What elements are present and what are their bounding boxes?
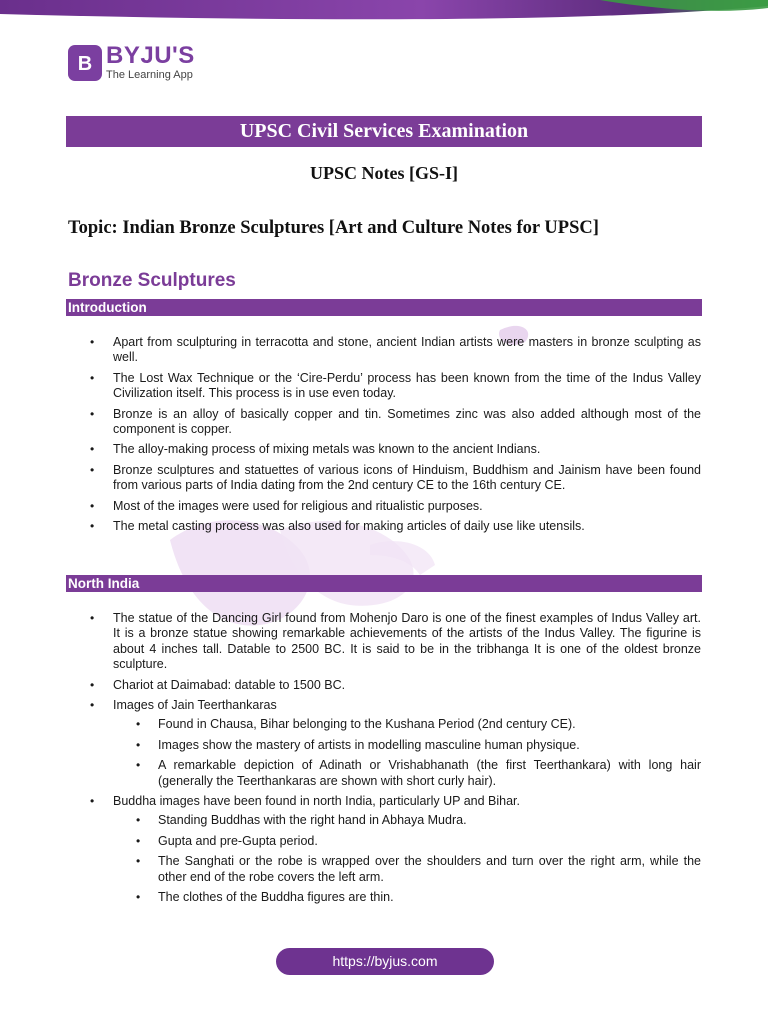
footer-url-link[interactable]: https://byjus.com xyxy=(276,948,494,975)
sub-list-item: • Standing Buddhas with the right hand in Abhaya Mudra. xyxy=(158,813,701,828)
notes-subtitle: UPSC Notes [GS-I] xyxy=(310,163,458,183)
north-india-heading: North India xyxy=(66,575,702,592)
list-item-text: Images of Jain Teerthankaras xyxy=(113,698,277,713)
list-item: • Bronze sculptures and statuettes of various icons of Hinduism, Buddhism and Jainism have been found from various parts of India dating from the 2nd century CE to the 16th century CE. xyxy=(113,463,701,494)
sub-list-item: • The Sanghati or the robe is wrapped over the shoulders and turn over the right arm, while the other end of the robe covers the left arm. xyxy=(158,854,701,885)
svg-text:B: B xyxy=(77,52,93,75)
list-item-text: Buddha images have been found in north India, particularly UP and Bihar. xyxy=(113,794,520,809)
top-swoosh-decoration xyxy=(0,0,768,24)
list-item: • Apart from sculpturing in terracotta and stone, ancient Indian artists were masters in bronze sculpting as well. xyxy=(113,335,701,366)
list-item: • The metal casting process was also used for making articles of daily use like utensils. xyxy=(113,519,701,534)
list-item: • The Lost Wax Technique or the ‘Cire-Perdu’ process has been known from the time of the Indus Valley Civilization itself. This process is in use even today. xyxy=(113,371,701,402)
sub-list-item: • Found in Chausa, Bihar belonging to the Kushana Period (2nd century CE). xyxy=(158,717,701,732)
brand-logo xyxy=(68,44,195,81)
sub-list-item: • The clothes of the Buddha figures are thin. xyxy=(158,890,701,905)
exam-title-banner: UPSC Civil Services Examination xyxy=(66,116,702,147)
topic-title: Topic: Indian Bronze Sculptures [Art and Culture Notes for UPSC] xyxy=(68,218,599,238)
sub-list-item: • Gupta and pre-Gupta period. xyxy=(158,834,701,849)
sub-list-item: • A remarkable depiction of Adinath or Vrishabhanath (the first Teerthankara) with long hair (generally the Teerthankaras are shown with short curly hair). xyxy=(158,758,701,789)
buddha-sub-list xyxy=(158,813,701,905)
list-item: • Most of the images were used for religious and ritualistic purposes. xyxy=(113,499,701,514)
list-item xyxy=(113,698,701,789)
brand-tagline: The Learning App xyxy=(106,69,193,81)
list-item: • The statue of the Dancing Girl found from Mohenjo Daro is one of the finest examples of Indus Valley art. It is a bronze statue showing remarkable achievements of the artists of the Indus Valley. The figurine is about 4 inches tall. Datable to 2500 BC. It is said to be in the tribhanga It is one of the oldest bronze sculpture. xyxy=(113,611,701,673)
list-item xyxy=(113,794,701,905)
byjus-b-logo-icon xyxy=(68,45,102,81)
introduction-list xyxy=(113,335,701,539)
north-india-list xyxy=(113,611,701,911)
jain-sub-list xyxy=(158,717,701,789)
introduction-heading: Introduction xyxy=(66,299,702,316)
list-item: • Chariot at Daimabad: datable to 1500 BC. xyxy=(113,678,701,693)
list-item: • The alloy-making process of mixing metals was known to the ancient Indians. xyxy=(113,442,701,457)
list-item: • Bronze is an alloy of basically copper and tin. Sometimes zinc was also added although most of the component is copper. xyxy=(113,407,701,438)
sub-list-item: • Images show the mastery of artists in modelling masculine human physique. xyxy=(158,738,701,753)
brand-name: BYJU'S xyxy=(106,42,195,69)
section-heading: Bronze Sculptures xyxy=(68,270,236,291)
